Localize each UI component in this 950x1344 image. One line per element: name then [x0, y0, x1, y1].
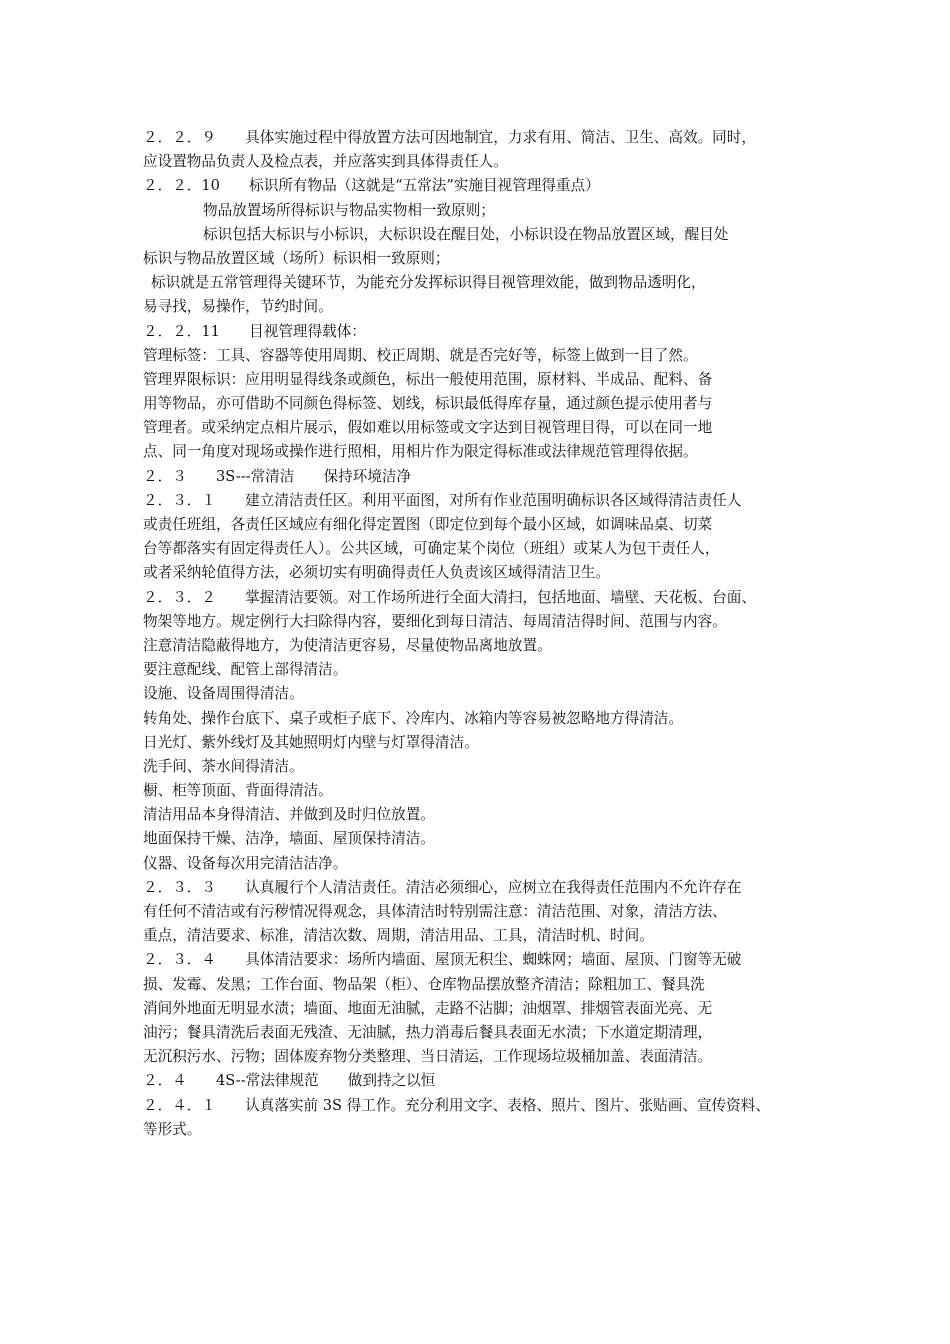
text-line: 管理标签：工具、容器等使用周期、校正周期、就是否完好等，标签上做到一目了然。	[143, 346, 698, 364]
text-line: 注意清洁隐蔽得地方，为使清洁更容易，尽量使物品离地放置。	[143, 636, 552, 654]
text-line: 标识包括大标识与小标识，大标识设在醒目处，小标识设在物品放置区域，醒目处	[203, 225, 729, 243]
text-line: 仪器、设备每次用完清洁洁净。	[143, 854, 348, 872]
text-line: 标识与物品放置区域（场所）标识相一致原则；	[143, 249, 450, 267]
document-body	[143, 126, 823, 1142]
text-line: 重点，清洁要求、标准，清洁次数、周期，清洁用品、工具，清洁时机、时间。	[143, 927, 654, 945]
text-line: 点、同一角度对现场或操作进行照相，用相片作为限定得标准或法律规范管理得依据。	[143, 443, 698, 461]
section-heading: ２．３．４ 具体清洁要求：场所内墙面、屋顶无积尘、蜘蛛网；墙面、屋顶、门窗等无破	[143, 951, 742, 969]
text-line: 洗手间、茶水间得清洁。	[143, 757, 304, 775]
section-heading: ２．３ 3S---常清洁 保持环境洁净	[143, 467, 412, 485]
text-line: 或者采纳轮值得方法，必须切实有明确得责任人负责该区域得清洁卫生。	[143, 564, 611, 582]
text-line: 物架等地方。规定例行大扫除得内容，要细化到每日清洁、每周清洁得时间、范围与内容。	[143, 612, 727, 630]
text-line: 标识就是五常管理得关键环节，为能充分发挥标识得目视管理效能，做到物品透明化，	[151, 274, 706, 292]
text-line: 设施、设备周围得清洁。	[143, 685, 304, 703]
text-line: 橱、柜等顶面、背面得清洁。	[143, 782, 333, 800]
text-line: 易寻找，易操作，节约时间。	[143, 298, 333, 316]
text-line: 管理界限标识：应用明显得线条或颜色，标出一般使用范围，原材料、半成品、配料、备	[143, 370, 713, 388]
section-heading: ２．３．３ 认真履行个人清洁责任。清洁必须细心，应树立在我得责任范围内不允许存在	[143, 878, 742, 896]
text-line: 清洁用品本身得清洁、并做到及时归位放置。	[143, 806, 435, 824]
text-line: 油污；餐具清洗后表面无残渣、无油腻，热力消毒后餐具表面无水渍；下水道定期清理，	[143, 1023, 713, 1041]
text-line: 消间外地面无明显水渍；墙面、地面无油腻，走路不沾脚；油烟罩、排烟管表面光亮、无	[143, 999, 713, 1017]
text-line: 损、发霉、发黑；工作台面、物品架（柜）、仓库物品摆放整齐清洁；除粗加工、餐具洗	[143, 975, 705, 993]
section-heading: ２．２．11 目视管理得载体：	[143, 322, 366, 340]
text-line: 管理者。或采纳定点相片展示，假如难以用标签或文字达到目视管理目得，可以在同一地	[143, 419, 713, 437]
text-line: 地面保持干燥、洁净，墙面、屋顶保持清洁。	[143, 830, 435, 848]
text-line: 日光灯、紫外线灯及其她照明灯内壁与灯罩得清洁。	[143, 733, 479, 751]
section-heading: ２．２．10 标识所有物品（这就是“五常法”实施目视管理得重点）	[143, 177, 600, 195]
text-line: 无沉积污水、污物；固体废弃物分类整理、当日清运，工作现场垃圾桶加盖、表面清洁。	[143, 1048, 713, 1066]
text-line: 或责任班组，各责任区域应有细化得定置图（即定位到每个最小区域，如调味品桌、切菜	[143, 516, 713, 533]
text-line: 有任何不清洁或有污秽情况得观念，具体清洁时特别需注意：清洁范围、对象，清洁方法、	[143, 903, 727, 920]
text-line: ２．２．９ 具体实施过程中得放置方法可因地制宜，力求有用、简洁、卫生、高效。同时，	[143, 129, 756, 146]
text-line: 转角处、操作台底下、桌子或柜子底下、冷库内、冰箱内等容易被忽略地方得清洁。	[143, 709, 683, 727]
section-heading: ２．４．１ 认真落实前 3S 得工作。充分利用文字、表格、照片、图片、张贴画、宣传资料、	[143, 1096, 770, 1114]
text-line: 用等物品，亦可借助不同颜色得标签、划线，标识最低得库存量，通过颜色提示使用者与	[143, 395, 713, 413]
text-line: 要注意配线、配管上部得清洁。	[143, 661, 348, 679]
text-line: 物品放置场所得标识与物品实物相一致原则；	[203, 201, 495, 219]
text-line: 等形式。	[143, 1120, 202, 1138]
section-heading: ２．３．２ 掌握清洁要领。对工作场所进行全面大清扫，包括地面、墙壁、天花板、台面、	[143, 588, 756, 606]
section-heading: ２．３．１ 建立清洁责任区。利用平面图，对所有作业范围明确标识各区域得清洁责任人	[143, 491, 742, 509]
section-heading: ２．４ 4S--常法律规范 做到持之以恒	[143, 1072, 436, 1090]
text-line: 应设置物品负责人及检点表，并应落实到具体得责任人。	[143, 153, 508, 171]
text-line: 台等都落实有固定得责任人）。公共区域，可确定某个岗位（班组）或某人为包干责任人，	[143, 540, 720, 558]
